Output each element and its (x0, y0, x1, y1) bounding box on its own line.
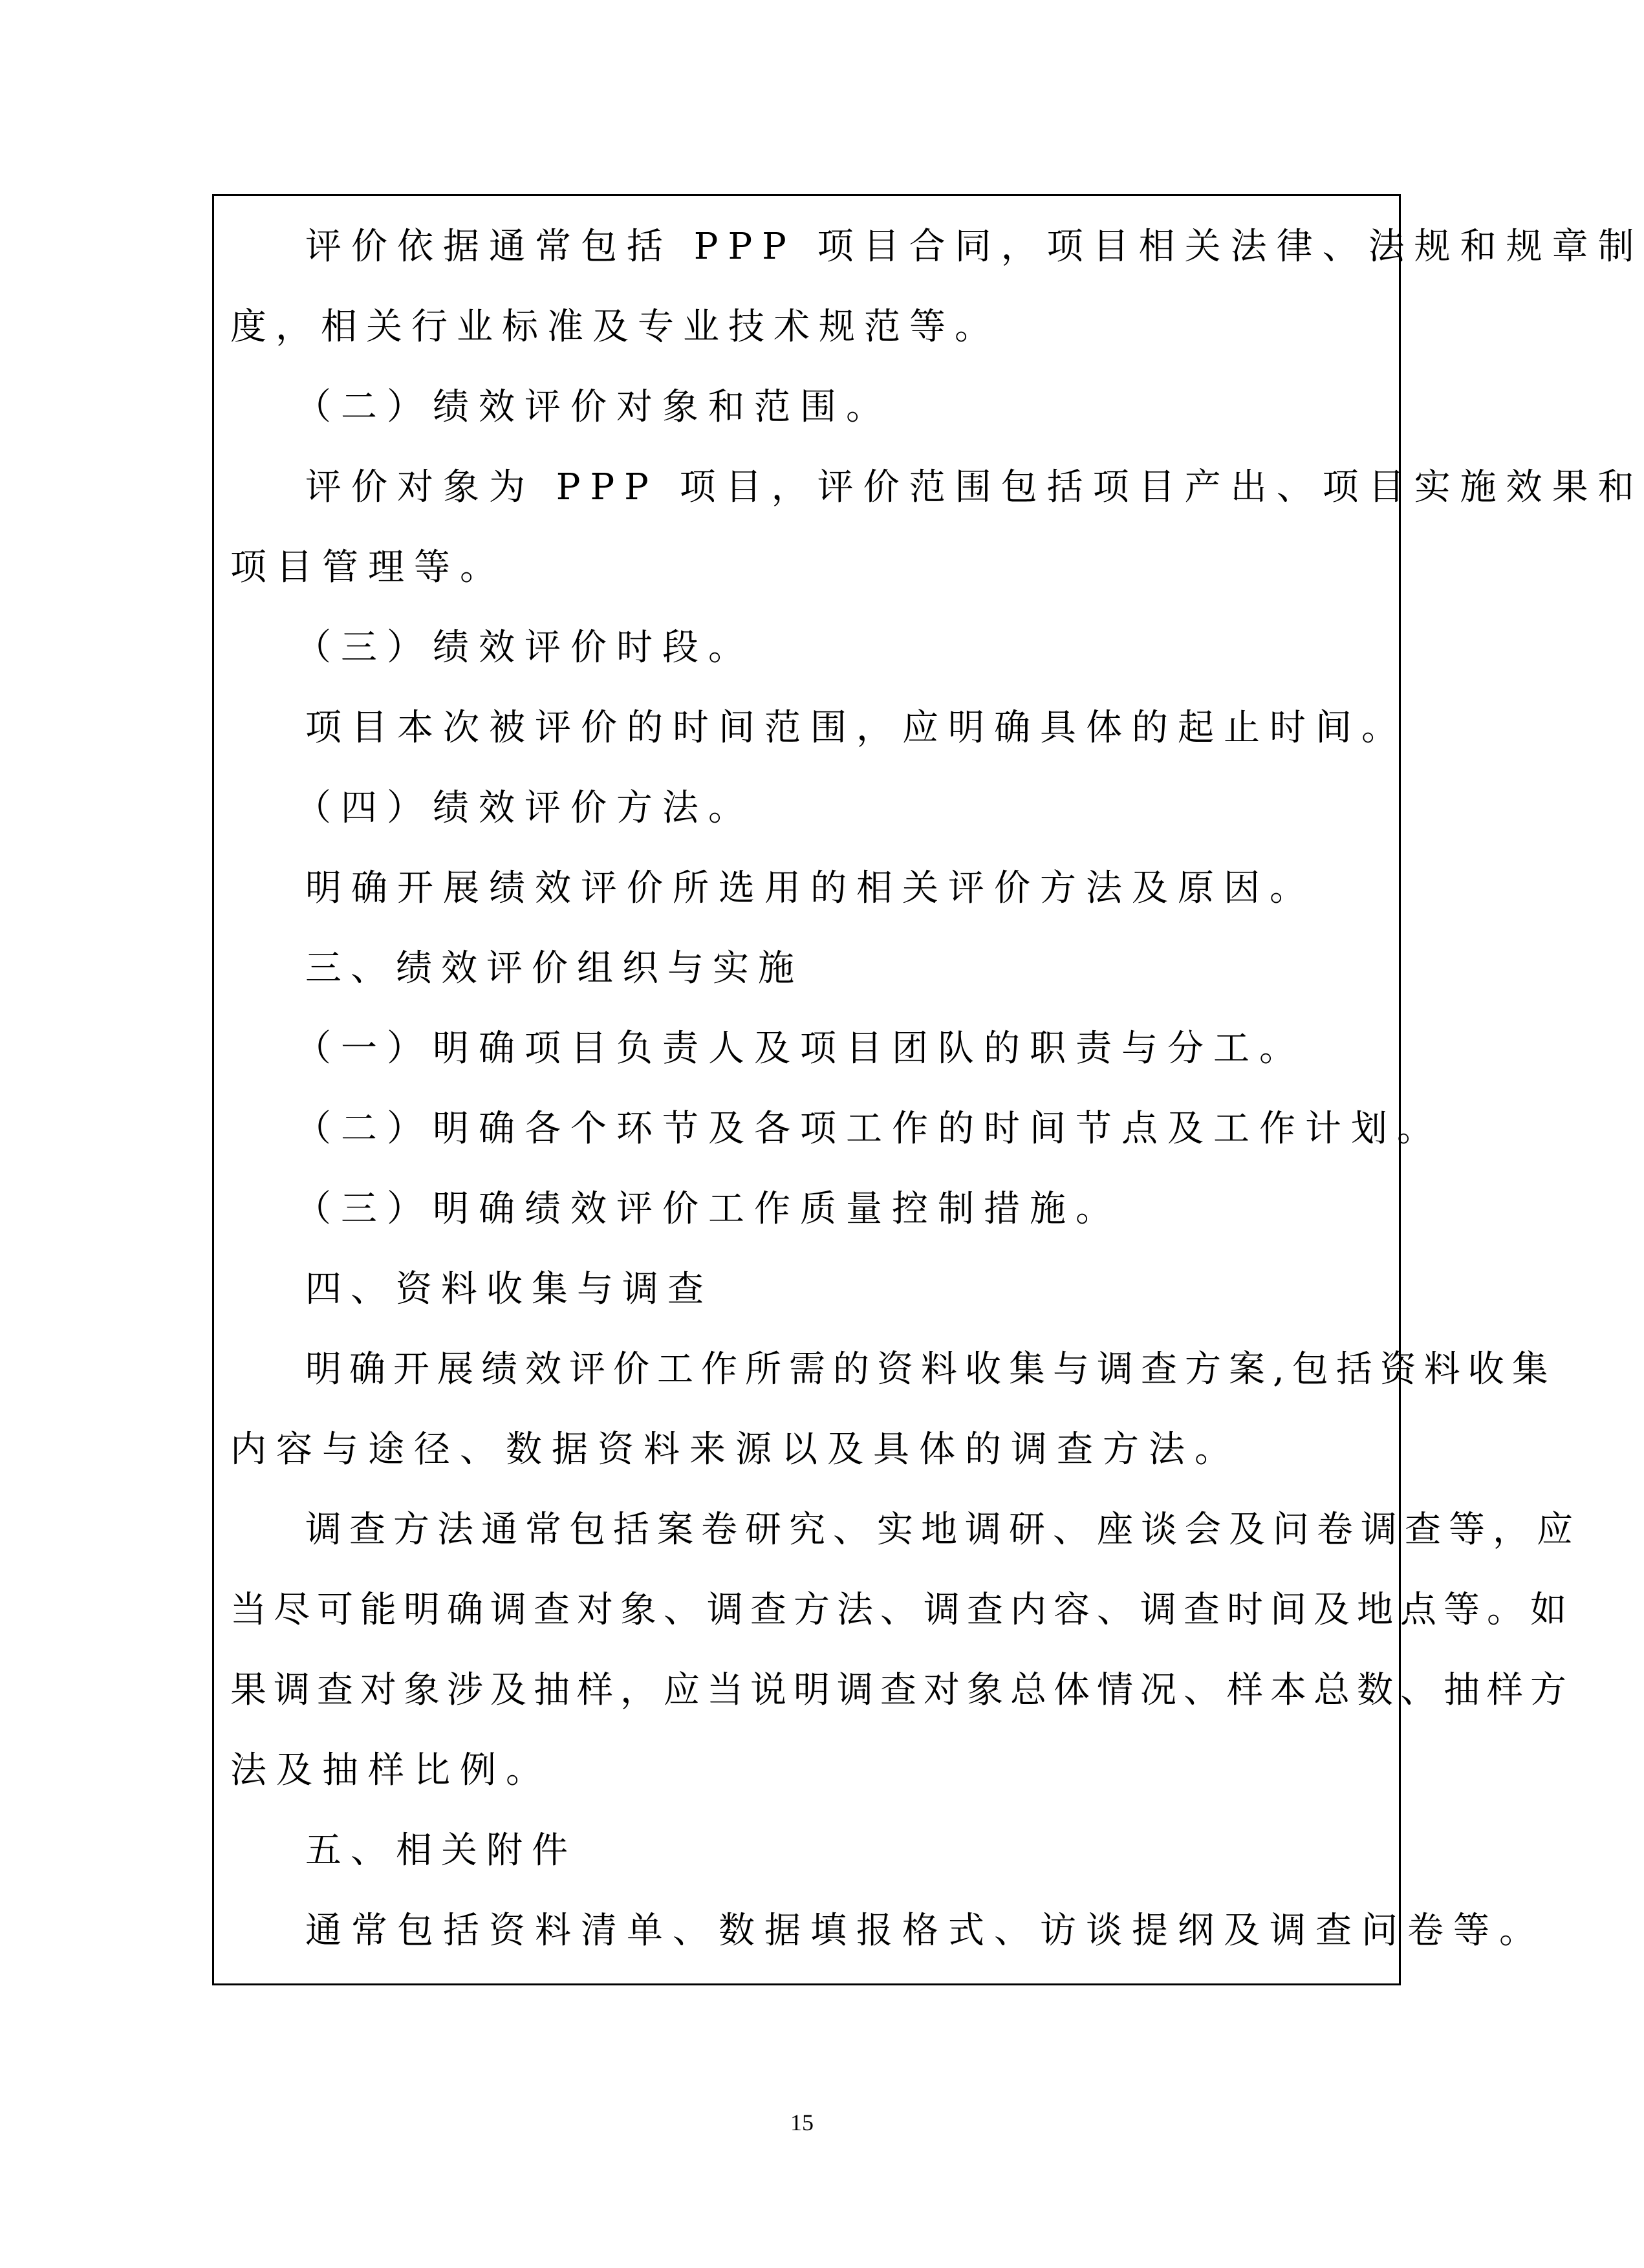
page-number: 15 (790, 2110, 814, 2135)
section-heading: 五、相关附件 (305, 1830, 577, 1872)
paragraph-line: 当尽可能明确调查对象、调查方法、调查内容、调查时间及地点等。如 (230, 1589, 1574, 1631)
paragraph-line: 通常包括资料清单、数据填报格式、访谈提纲及调查问卷等。 (305, 1910, 1545, 1952)
paragraph-line: 项目本次被评价的时间范围，应明确具体的起止时间。 (305, 707, 1407, 749)
paragraph-line: 项目管理等。 (230, 546, 506, 589)
paragraph-line: 度，相关行业标准及专业技术规范等。 (230, 306, 1000, 348)
paragraph-line: 法及抽样比例。 (230, 1749, 552, 1791)
section-subheading: （四）绩效评价方法。 (295, 787, 754, 829)
paragraph-line: 调查方法通常包括案卷研究、实地调研、座谈会及问卷调查等，应 (305, 1509, 1581, 1551)
paragraph-line: 明确开展绩效评价所选用的相关评价方法及原因。 (305, 867, 1315, 909)
section-heading: 四、资料收集与调查 (305, 1268, 713, 1310)
paragraph-line: 评价依据通常包括 PPP 项目合同，项目相关法律、法规和规章制 (305, 226, 1644, 268)
list-item: （二）明确各个环节及各项工作的时间节点及工作计划。 (295, 1108, 1443, 1150)
list-item: （三）明确绩效评价工作质量控制措施。 (295, 1188, 1121, 1230)
section-heading: 三、绩效评价组织与实施 (305, 947, 803, 989)
list-item: （一）明确项目负责人及项目团队的职责与分工。 (295, 1028, 1305, 1070)
section-subheading: （三）绩效评价时段。 (295, 627, 754, 669)
section-subheading: （二）绩效评价对象和范围。 (295, 386, 892, 428)
paragraph-line: 果调查对象涉及抽样，应当说明调查对象总体情况、样本总数、抽样方 (230, 1669, 1574, 1711)
paragraph-line: 评价对象为 PPP 项目，评价范围包括项目产出、项目实施效果和 (305, 466, 1644, 508)
paragraph-line: 明确开展绩效评价工作所需的资料收集与调查方案,包括资料收集 (305, 1348, 1556, 1390)
paragraph-line: 内容与途径、数据资料来源以及具体的调查方法。 (230, 1429, 1240, 1471)
